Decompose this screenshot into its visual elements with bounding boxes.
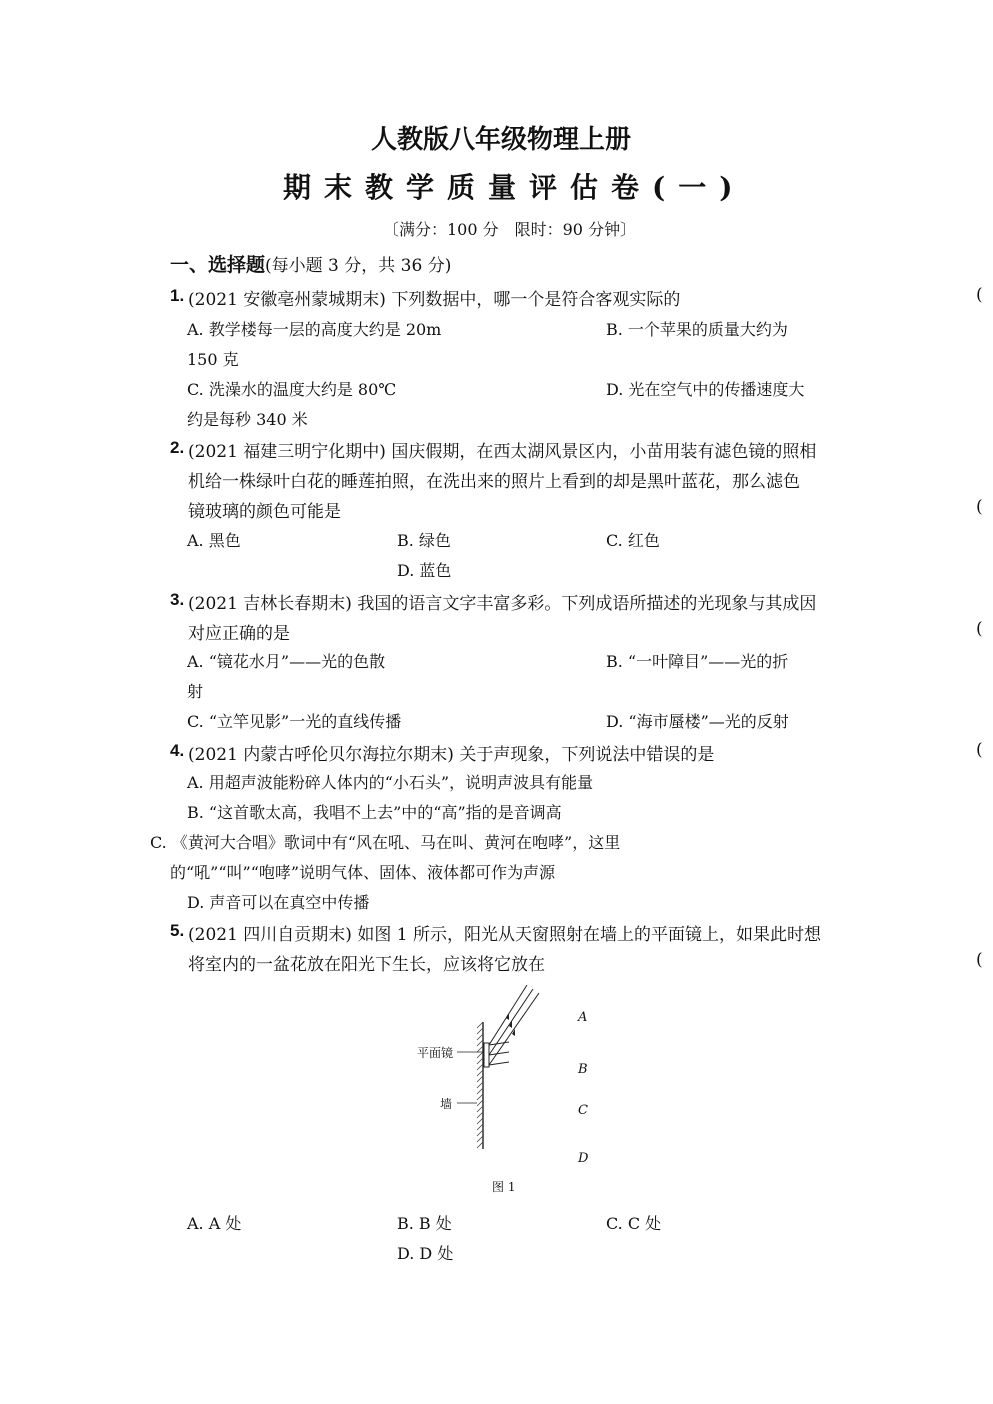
answer-paren: ( — [976, 497, 983, 517]
page-title: 人教版八年级物理上册 — [371, 125, 632, 155]
sun-rays — [489, 985, 539, 1065]
question-number: 2. — [170, 438, 185, 457]
wall-hatching — [477, 1022, 483, 1148]
question-number: 4. — [170, 741, 185, 760]
option-b-cont: 150 克 — [187, 350, 239, 369]
option-b: B. 绿色 — [397, 531, 451, 550]
option-a: A. “镜花水月”——光的色散 — [187, 652, 386, 671]
plane-mirror — [484, 1043, 489, 1067]
section-note: (每小题 3 分，共 36 分) — [265, 256, 452, 276]
figure-letter-a: A — [578, 1010, 588, 1025]
ray-arrows — [506, 1013, 515, 1036]
wall-label: 墙 — [440, 1097, 453, 1111]
option-c-cont: 的“吼”“叫”“咆哮”说明气体、固体、液体都可作为声源 — [170, 863, 556, 882]
figure-letter-d: D — [578, 1151, 589, 1166]
answer-paren: ( — [976, 619, 983, 639]
option-b: B. 一个苹果的质量大约为 — [606, 320, 788, 339]
answer-paren: ( — [976, 950, 983, 970]
figure-letter-c: C — [578, 1103, 588, 1118]
mirror-diagram — [405, 982, 605, 1197]
exam-subtitle: 期末教学质量评估卷(一) — [283, 171, 746, 204]
option-a: A. 黑色 — [187, 531, 241, 550]
option-a: A. 用超声波能粉碎人体内的“小石头”，说明声波具有能量 — [187, 773, 594, 792]
option-d: D. 光在空气中的传播速度大 — [606, 380, 805, 399]
option-c: C. 《黄河大合唱》歌词中有“风在吼、马在叫、黄河在咆哮”，这里 — [150, 833, 621, 852]
option-d: D. 声音可以在真空中传播 — [187, 893, 370, 912]
mirror-label: 平面镜 — [417, 1046, 454, 1060]
question-number: 3. — [170, 590, 185, 609]
question-stem-line: (2021 吉林长春期末) 我国的语言文字丰富多彩。下列成语所描述的光现象与其成因 — [188, 594, 817, 614]
option-c: C. 红色 — [606, 531, 660, 550]
question-stem-line: (2021 福建三明宁化期中) 国庆假期，在西太湖风景区内，小苗用装有滤色镜的照相 — [188, 442, 817, 462]
option-d: D. D 处 — [397, 1244, 454, 1263]
option-d: D. “海市蜃楼”—光的反射 — [606, 712, 789, 731]
option-a: A. A 处 — [187, 1214, 242, 1233]
option-b: B. “一叶障目”——光的折 — [606, 652, 789, 671]
question-stem-line: 机给一株绿叶白花的睡莲拍照，在洗出来的照片上看到的却是黑叶蓝花，那么滤色 — [188, 472, 800, 492]
figure-letter-b: B — [578, 1062, 588, 1077]
section-title: 一、选择题 — [170, 254, 266, 276]
option-c: C. C 处 — [606, 1214, 662, 1233]
section-heading — [170, 250, 451, 277]
option-c: C. 洗澡水的温度大约是 80℃ — [187, 380, 397, 399]
question-stem-line: (2021 内蒙古呼伦贝尔海拉尔期末) 关于声现象，下列说法中错误的是 — [188, 745, 715, 765]
question-number: 1. — [170, 286, 185, 305]
option-b: B. “这首歌太高，我唱不上去”中的“高”指的是音调高 — [187, 803, 562, 822]
question-stem-line: 对应正确的是 — [188, 624, 290, 644]
figure-caption: 图 1 — [492, 1180, 516, 1194]
option-d-cont: 约是每秒 340 米 — [187, 410, 308, 429]
option-c: C. “立竿见影”一光的直线传播 — [187, 712, 402, 731]
question-stem-line: (2021 安徽亳州蒙城期末) 下列数据中，哪一个是符合客观实际的 — [188, 290, 681, 310]
question-stem-line: 镜玻璃的颜色可能是 — [188, 502, 341, 522]
figure-1 — [405, 982, 605, 1197]
answer-paren: ( — [976, 285, 983, 305]
answer-paren: ( — [976, 740, 983, 760]
option-b-cont: 射 — [187, 682, 204, 701]
option-d: D. 蓝色 — [397, 561, 452, 580]
question-stem-line: 将室内的一盆花放在阳光下生长，应该将它放在 — [188, 955, 545, 975]
option-a: A. 教学楼每一层的高度大约是 20m — [187, 320, 442, 339]
question-stem-line: (2021 四川自贡期末) 如图 1 所示，阳光从天窗照射在墙上的平面镜上，如果此时想 — [188, 925, 821, 945]
option-b: B. B 处 — [397, 1214, 452, 1233]
question-number: 5. — [170, 921, 185, 940]
exam-meta: 〔满分：100 分 限时：90 分钟〕 — [383, 220, 637, 239]
